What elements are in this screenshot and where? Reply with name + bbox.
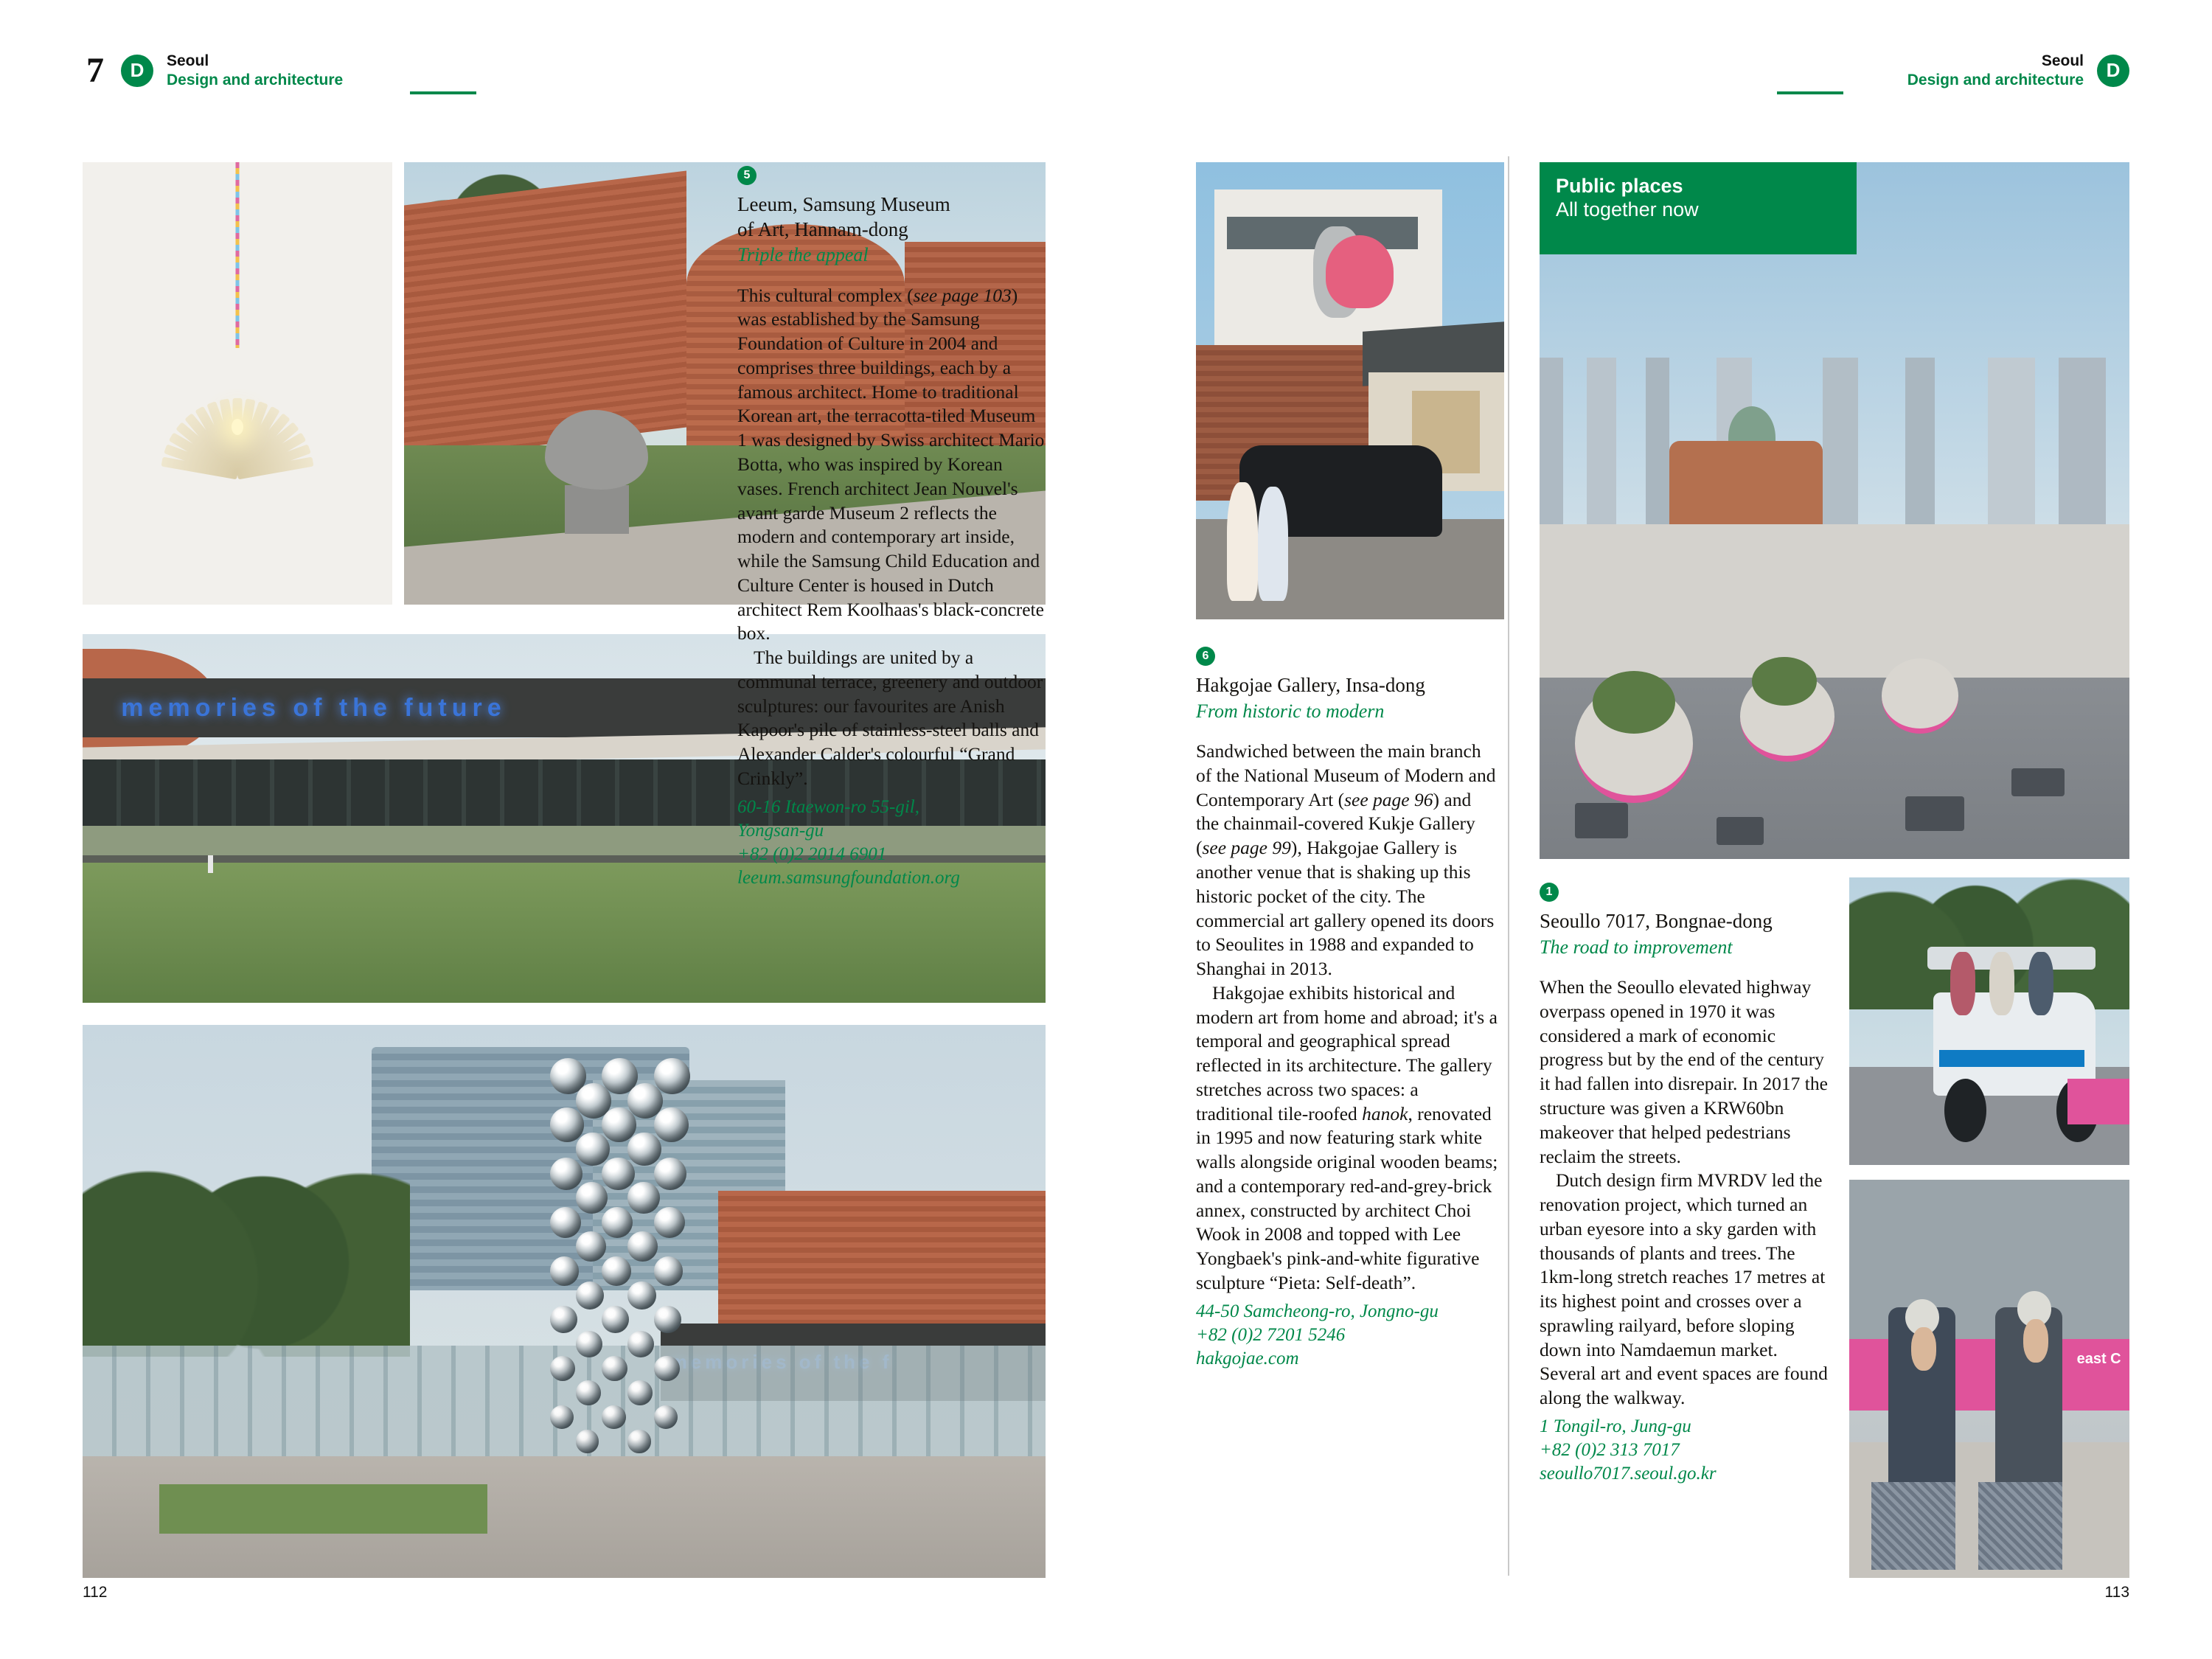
page-number-left: 112 xyxy=(83,1584,108,1601)
steel-sphere xyxy=(654,1158,686,1190)
entry-paragraph xyxy=(1196,981,1498,1295)
circular-planter xyxy=(1882,658,1958,734)
cross-reference: see page 103 xyxy=(913,284,1012,306)
header-subtitle-right: Design and architecture xyxy=(1907,71,2084,88)
entry-number-badge: 5 xyxy=(737,166,757,185)
legs-patterned-trousers xyxy=(1978,1482,2062,1570)
car xyxy=(2011,768,2065,796)
photo-two-men-seated xyxy=(1849,1180,2129,1578)
pink-planter-edge xyxy=(2067,1079,2129,1124)
entry-paragraph xyxy=(1196,740,1498,981)
neon-sign-memories: memories of the future xyxy=(121,693,507,722)
entry-leeum xyxy=(737,161,1047,890)
steel-sphere xyxy=(576,1331,602,1357)
steel-sphere xyxy=(602,1158,634,1190)
header-right xyxy=(1907,52,2129,89)
steel-sphere xyxy=(627,1182,659,1214)
entry-title: Leeum, Samsung Museum of Art, Hannam-dong xyxy=(737,193,950,240)
photo-chandelier xyxy=(83,162,392,605)
entry-number-badge: 6 xyxy=(1196,647,1215,666)
entry-phone: +82 (0)2 7201 5246 xyxy=(1196,1324,1346,1345)
cart-wheel xyxy=(1944,1079,1986,1142)
sculpture-figure-pink xyxy=(1326,235,1394,308)
entry-contact xyxy=(737,796,1047,890)
entry-title: Hakgojae Gallery, Insa-dong xyxy=(1196,674,1425,697)
steel-sphere xyxy=(654,1356,680,1382)
steel-sphere xyxy=(654,1107,689,1142)
steel-sphere xyxy=(602,1306,629,1333)
page-divider xyxy=(1508,156,1509,1576)
elevated-walkway xyxy=(1540,524,2129,678)
cross-reference: see page 99 xyxy=(1202,837,1291,859)
legs-patterned-trousers xyxy=(1871,1482,1955,1570)
callout-title: Public places xyxy=(1556,175,1683,197)
steel-sphere xyxy=(602,1405,625,1429)
steel-sphere xyxy=(654,1058,690,1094)
car xyxy=(1575,803,1628,838)
cross-reference: see page 96 xyxy=(1344,788,1433,810)
entry-paragraph: Dutch design firm MVRDV led the renovation project, which turned an urban eyesore into a sky garden with thousands of plants and trees. The 1km-long stretch reaches 17 metres at its highest point and crosses over a sprawling railyard, before sloping down into Namdaemun market. Several art and event spaces are found along the walkway. xyxy=(1540,1169,1828,1409)
header-rule-right xyxy=(1777,91,1843,94)
steel-sphere xyxy=(627,1281,655,1310)
entry-subtitle: Triple the appeal xyxy=(737,244,869,266)
steel-sphere xyxy=(576,1380,601,1405)
steel-sphere xyxy=(654,1405,678,1429)
entry-phone: +82 (0)2 2014 6901 xyxy=(737,844,887,864)
steel-sphere xyxy=(602,1107,636,1142)
pink-banner-text: east C xyxy=(2076,1351,2121,1368)
face xyxy=(1911,1327,1936,1371)
page-number-right: 113 xyxy=(2104,1584,2129,1601)
steel-sphere xyxy=(654,1306,681,1333)
grass-patch xyxy=(159,1484,487,1534)
steel-sphere xyxy=(627,1380,653,1405)
chandelier-fan xyxy=(116,313,359,475)
photo-hakgojae-exterior xyxy=(1196,162,1504,619)
steel-sphere xyxy=(627,1430,650,1453)
planter-shrubs xyxy=(1752,657,1817,706)
entry-website[interactable]: leeum.samsungfoundation.org xyxy=(737,867,960,888)
para-mid: ) and the chainmail-covered Kukje Gallery ( xyxy=(1196,788,1475,859)
entry-seoullo xyxy=(1540,877,1834,1486)
header-city-left: Seoul xyxy=(167,52,209,69)
entry-number-badge: 1 xyxy=(1540,883,1559,902)
entry-subtitle: The road to improvement xyxy=(1540,936,1733,958)
entry-website[interactable]: hakgojae.com xyxy=(1196,1348,1299,1368)
entry-phone: +82 (0)2 313 7017 xyxy=(1540,1439,1680,1460)
building-left xyxy=(404,170,686,463)
entry-title: Seoullo 7017, Bongnae-dong xyxy=(1540,910,1773,933)
city-skyline xyxy=(1540,358,2129,539)
terracotta-building xyxy=(718,1191,1046,1335)
para-lead: Hakgojae exhibits historical and modern art from home and abroad; it's a temporal and geographical spread reflected in its architecture. The gallery stretches across two spaces: a traditional tile-roofed xyxy=(1196,981,1498,1124)
entry-website[interactable]: seoullo7017.seoul.go.kr xyxy=(1540,1463,1717,1484)
para-lead: Sandwiched between the main branch of the National Museum of Modern and Contemporary Art ( xyxy=(1196,740,1496,810)
sculpture-base xyxy=(565,485,629,534)
entry-address: 44-50 Samcheong-ro, Jongno-gu xyxy=(1196,1301,1439,1321)
passenger xyxy=(2028,952,2053,1015)
passenger xyxy=(1989,952,2014,1015)
photo-seoullo-skywalk xyxy=(1540,162,2129,859)
chapter-number: 7 xyxy=(86,50,104,90)
treeline xyxy=(83,1169,410,1357)
steel-sphere xyxy=(550,1207,581,1238)
steel-sphere xyxy=(654,1207,685,1238)
steel-sphere xyxy=(550,1306,577,1333)
para-rest: , renovated in 1995 and now featuring stark white walls alongside original wooden beams; and a contemporary red-and-grey-brick annex, constructed by architect Choi Wook in 2008 and topped with Lee Yongbaek's pink-and-white figurative sculpture “Pieta: Self-death”. xyxy=(1196,1102,1498,1293)
public-places-callout xyxy=(1540,162,1857,254)
entry-address: 1 Tongil-ro, Jung-gu xyxy=(1540,1416,1691,1436)
car xyxy=(1717,817,1764,845)
header-left xyxy=(83,52,343,89)
entry-subtitle: From historic to modern xyxy=(1196,700,1385,722)
steel-sphere xyxy=(550,1256,580,1286)
planter-shrubs xyxy=(1593,671,1675,734)
steel-sphere xyxy=(576,1182,608,1214)
steel-sphere xyxy=(550,1158,582,1190)
steel-sphere xyxy=(627,1231,658,1262)
face xyxy=(2023,1319,2048,1363)
steel-sphere xyxy=(602,1256,631,1286)
header-left-titles xyxy=(167,52,343,89)
entry-paragraph: The buildings are united by a communal terrace, greenery and outdoor sculptures: our favourites are Anish Kapoor's pile of stainless-steel balls and Alexander Calder's colourful “Grand Crinkly”. xyxy=(737,647,1043,789)
cart-stripe xyxy=(1939,1050,2085,1067)
steel-sphere xyxy=(576,1133,610,1166)
entry-contact xyxy=(1540,1415,1834,1486)
stainless-steel-sphere-stack xyxy=(526,1058,699,1478)
steel-sphere xyxy=(602,1356,627,1382)
header-right-titles xyxy=(1907,52,2084,89)
photo-seoullo-cart xyxy=(1849,877,2129,1165)
steel-sphere xyxy=(550,1405,574,1429)
section-letter-badge: D xyxy=(121,55,153,87)
steel-sphere xyxy=(627,1133,661,1166)
chandelier-bulb xyxy=(232,419,243,435)
entry-paragraph: When the Seoullo elevated highway overpass opened in 1970 it was considered a mark of economic progress but by the end of the century it had fallen into disrepair. In 2017 the structure was given a KRW60bn makeover that helped pedestrians reclaim the streets. xyxy=(1540,976,1828,1167)
entry-paragraph xyxy=(737,284,1047,646)
steel-sphere xyxy=(654,1256,684,1286)
section-letter-badge-right: D xyxy=(2097,55,2129,87)
header-subtitle-left: Design and architecture xyxy=(167,71,344,88)
car xyxy=(1905,796,1964,831)
header-city-right: Seoul xyxy=(2041,52,2084,69)
steel-sphere xyxy=(627,1331,654,1357)
header-rule-left xyxy=(410,91,476,94)
person xyxy=(208,855,213,873)
photo-kapoor-spheres xyxy=(83,1025,1046,1578)
italic-term: hanok xyxy=(1362,1102,1408,1124)
entry-contact xyxy=(1196,1300,1498,1371)
person-in-hanbok xyxy=(1227,482,1258,601)
person-in-hanbok xyxy=(1258,487,1289,601)
passenger xyxy=(1950,952,1975,1015)
callout-subtitle: All together now xyxy=(1556,198,1699,221)
steel-sphere xyxy=(550,1356,576,1382)
para-rest: ) was established by the Samsung Foundation of Culture in 2004 and comprises three buildings, each by a famous architect. Home to traditional Korean art, the terracotta-tiled Museum 1 was designed by Swiss architect Mario Botta, who was inspired by Korean vases. French architect Jean Nouvel's avant garde Museum 2 reflects the modern and contemporary art inside, while the Samsung Child Education and Culture Center is housed in Dutch architect Rem Koolhaas's black-concrete box. xyxy=(737,284,1045,644)
entry-address: 60-16 Itaewon-ro 55-gil, Yongsan-gu xyxy=(737,796,919,841)
steel-sphere xyxy=(550,1107,585,1142)
entry-hakgojae xyxy=(1196,641,1498,1371)
steel-sphere xyxy=(602,1207,633,1238)
steel-sphere xyxy=(576,1281,604,1310)
para-rest: ), Hakgojae Gallery is another venue that is shaking up this historic pocket of the city. The commercial art gallery opened its doors to Seoulites in 1988 and expanded to Shanghai in 2013. xyxy=(1196,837,1495,980)
para-lead: This cultural complex ( xyxy=(737,284,914,306)
steel-sphere xyxy=(576,1231,606,1262)
steel-sphere xyxy=(576,1430,599,1453)
